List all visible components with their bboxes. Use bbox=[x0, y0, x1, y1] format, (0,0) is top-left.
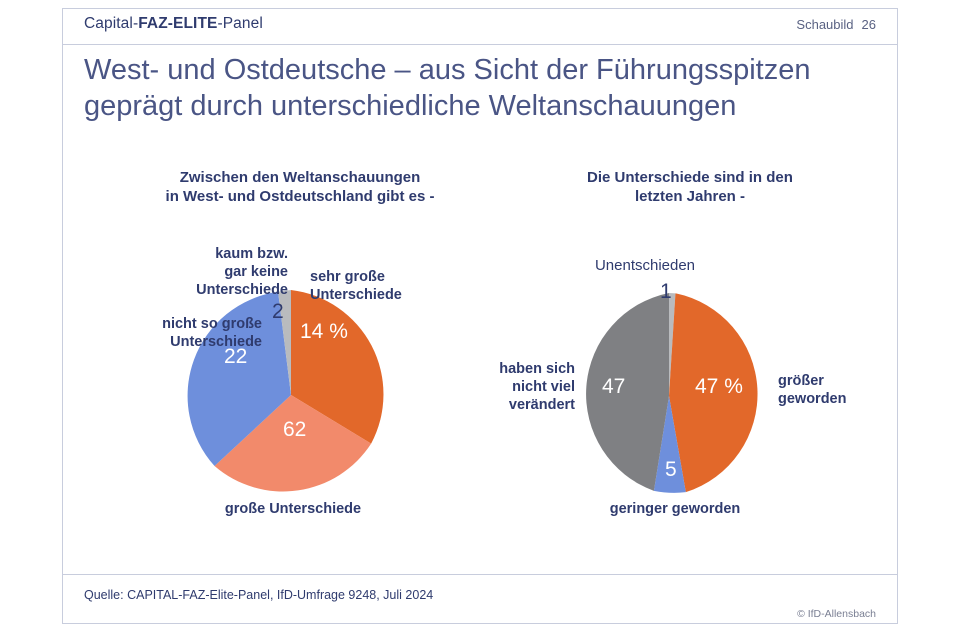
brand-prefix: Capital- bbox=[84, 15, 139, 32]
header-divider bbox=[62, 44, 898, 45]
right-value-nicht-viel: 47 bbox=[602, 375, 626, 398]
right-label-unentschieden: Unentschieden bbox=[594, 257, 696, 274]
right-value-unentschieden: 1 bbox=[660, 280, 672, 303]
left-value-nicht-so-grosse: 22 bbox=[224, 345, 248, 368]
left-value-kaum: 2 bbox=[272, 300, 284, 323]
left-label-sehr-grosse: sehr große Unterschiede bbox=[310, 269, 402, 303]
schaubild-label: Schaubild bbox=[796, 17, 854, 32]
right-chart-heading-line-2: letzten Jahren - bbox=[634, 188, 746, 205]
brand-title bbox=[84, 15, 263, 33]
left-label-kaum: kaum bzw. gar keine Unterschiede bbox=[196, 246, 288, 298]
left-label-grosse: große Unterschiede bbox=[224, 501, 362, 517]
left-value-sehr-grosse: 14 % bbox=[300, 320, 348, 343]
left-chart-heading-line-2: in West- und Ostdeutschland gibt es - bbox=[165, 188, 435, 205]
source-note: Quelle: CAPITAL-FAZ-Elite-Panel, IfD-Umfrage 9248, Juli 2024 bbox=[84, 588, 434, 602]
right-chart-heading bbox=[500, 168, 880, 206]
right-label-nicht-viel: haben sich nicht viel verändert bbox=[499, 361, 575, 413]
right-chart-heading-line-1: Die Unterschiede sind in den bbox=[587, 169, 793, 186]
right-value-groesser: 47 % bbox=[695, 375, 743, 398]
schaubild-number: 26 bbox=[861, 17, 876, 32]
left-chart-heading-line-1: Zwischen den Weltanschauungen bbox=[179, 169, 421, 186]
brand-suffix: -Panel bbox=[217, 15, 263, 32]
left-label-nicht-so-grosse: nicht so große Unterschiede bbox=[162, 316, 262, 350]
page-title bbox=[84, 52, 884, 124]
left-value-grosse: 62 bbox=[283, 418, 307, 441]
brand-mid: FAZ-ELITE bbox=[138, 15, 218, 32]
copyright-note: © IfD-Allensbach bbox=[797, 608, 876, 620]
right-value-geringer: 5 bbox=[665, 458, 677, 481]
page-title-line-2: geprägt durch unterschiedliche Weltanschauungen bbox=[84, 90, 737, 122]
schaubild-caption bbox=[796, 17, 876, 32]
footer-divider bbox=[62, 574, 898, 575]
right-label-groesser: größer geworden bbox=[778, 373, 847, 407]
left-chart-heading bbox=[120, 168, 480, 206]
page-title-line-1: West- und Ostdeutsche – aus Sicht der Führungsspitzen bbox=[84, 54, 811, 86]
right-label-geringer: geringer geworden bbox=[609, 501, 741, 517]
